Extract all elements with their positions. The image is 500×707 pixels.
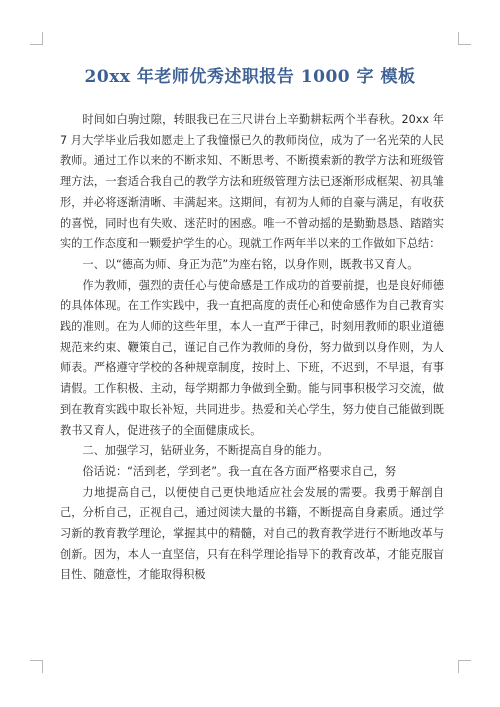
section-2-paragraph-a: 俗话说：“活到老，学到老”。我一直在各方面严格要求自己，努 [82,464,397,478]
document-body [60,110,444,586]
document-title: 20xx 年老师优秀述职报告 1000 字 模板 [84,67,416,87]
crop-mark-bottom-left [30,660,43,673]
section-2-paragraph-b: 力地提高自己，以便使自己更快地适应社会发展的需要。我勇于解剖自己，分析自己，正视自己，通过阅读大量的书籍，不断提高自身素质。通过学习新的教育教学理论，掌握其中的精髓，对自己的教育教学进行不断地改革与创新。因为，本人一直坚信，只有在科学理论指导下的教育改革，才能克服盲目性、随意性，才能取得积极 [60,485,444,582]
crop-mark-top-right [458,32,471,45]
section-1-paragraph: 作为教师，强烈的责任心与使命感是工作成功的首要前提，也是良好师德的具体体现。在工作实践中，我一直把高度的责任心和使命感作为自己教育实践的准则。在为人师的这些年里，本人一直严于律己，时刻用教师的职业道德规范来约束、鞭策自己，谨记自己作为教师的身份，努力做到以身作则，为人师表。严格遵守学校的各种规章制度，按时上、下班，不迟到，不早退，有事请假。工作积极、主动，每学期都力争做到全勤。能与同事积极学习交流，做到在教育实践中取长补短，共同进步。热爱和关心学生，努力使自己能做到既教书又育人，促进孩子的全面健康成长。 [60,278,444,437]
intro-paragraph: 时间如白驹过隙，转眼我已在三尺讲台上辛勤耕耘两个半春秋。20xx 年 7 月大学毕业后我如愿走上了我憧憬已久的教师岗位，成为了一名光荣的人民教师。通过工作以来的不断求知、不断思考、不断摸索新的教学方法和班级管理方法，一套适合我自己的教学方法和班级管理方法已逐渐形成框架、初具雏形，并必将逐渐清晰、丰满起来。这期间，有初为人师的自豪与满足，有收获的喜悦，同时也有失败、迷茫时的困惑。唯一不曾动摇的是勤勤恳恳、踏踏实实的工作态度和一颗爱护学生的心。现就工作两年半以来的工作做如下总结： [60,113,444,251]
section-heading-2: 二、加强学习，钻研业务，不断提高自身的能力。 [82,444,329,458]
section-heading-1: 一、以“德高为师、身正为范”为座右铭，以身作则，既教书又育人。 [82,257,419,271]
crop-mark-bottom-right [458,660,471,673]
crop-mark-top-left [30,32,43,45]
